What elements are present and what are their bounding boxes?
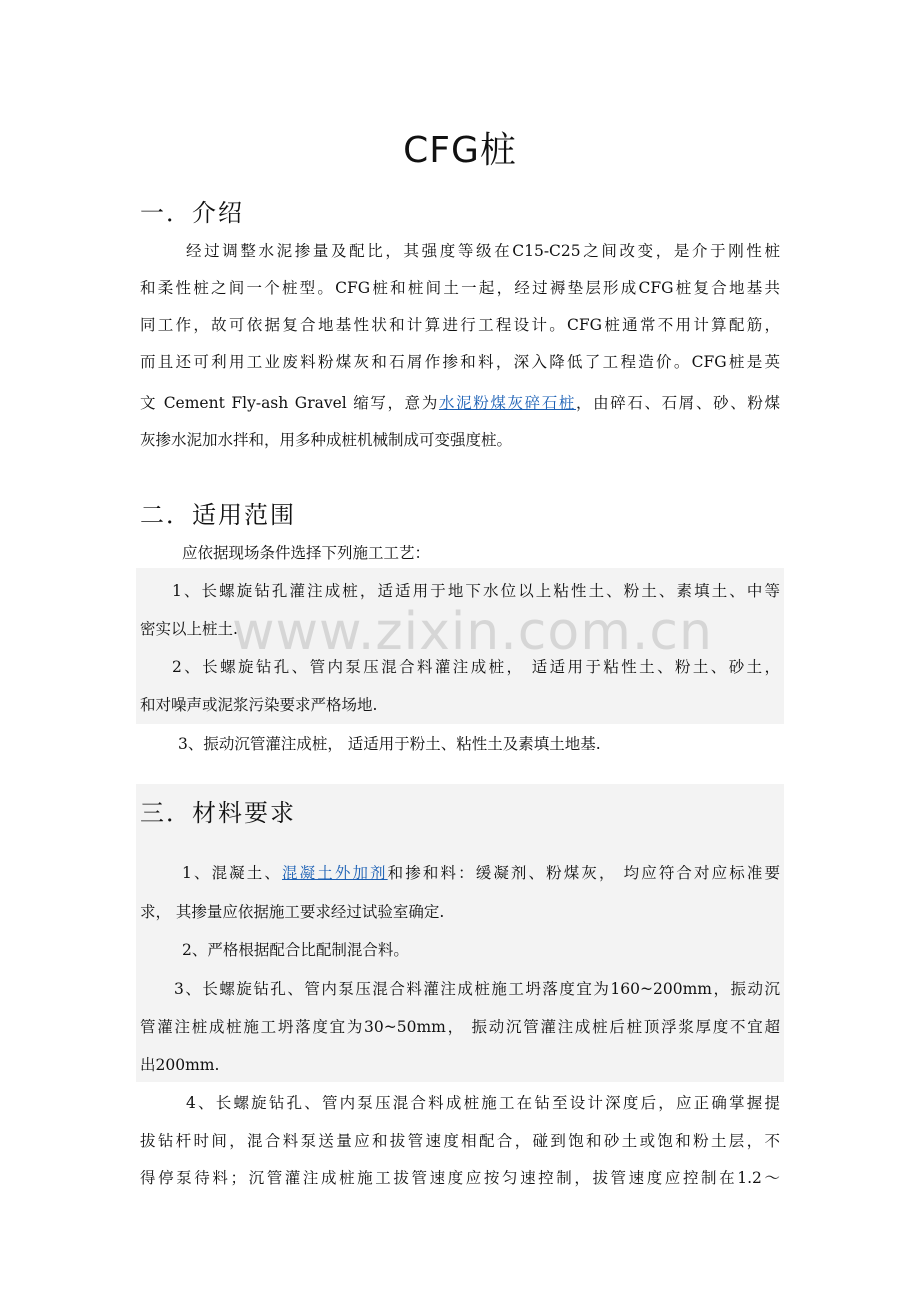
- term-link[interactable]: 混凝土外加剂: [282, 864, 388, 882]
- paragraph-line: 拔钻杆时间，混合料泵送量应和拔管速度相配合，碰到饱和砂土或饱和粉土层，不: [140, 1132, 780, 1150]
- line-text: ，由碎石、石屑、砂、粉煤: [576, 394, 780, 412]
- line-text: 1、混凝土、: [182, 864, 283, 882]
- paragraph-line: [140, 392, 780, 414]
- section-heading-intro: 一．介绍: [140, 199, 244, 227]
- paragraph-line: 3、振动沉管灌注成桩， 适适用于粉土、粘性土及素填土地基.: [178, 735, 601, 753]
- paragraph-line: 管灌注桩成桩施工坍落度宜为30~50mm， 振动沉管灌注成桩后桩顶浮浆厚度不宜超: [140, 1018, 780, 1036]
- paragraph-line: 1、长螺旋钻孔灌注成桩，适适用于地下水位以上粘性土、粉土、素填土、中等: [172, 582, 780, 600]
- paragraph-line: 2、严格根据配合比配制混合料。: [182, 941, 409, 959]
- section-heading-materials: 三．材料要求: [140, 799, 296, 827]
- paragraph-line: 出200mm.: [140, 1056, 220, 1074]
- line-text: 文 Cement Fly-ash Gravel 缩写，意为: [140, 394, 439, 412]
- paragraph-line: 同工作，故可依据复合地基性状和计算进行工程设计。CFG桩通常不用计算配筋，: [140, 316, 780, 334]
- paragraph-line: 经过调整水泥掺量及配比，其强度等级在C15-C25之间改变，是介于刚性桩: [186, 242, 780, 260]
- paragraph-line: 求， 其掺量应依据施工要求经过试验室确定.: [140, 903, 445, 921]
- paragraph-line: 得停泵待料；沉管灌注成桩施工拔管速度应按匀速控制，拔管速度应控制在1.2～: [140, 1169, 780, 1187]
- section-heading-scope: 二．适用范围: [140, 501, 296, 529]
- paragraph-line: 密实以上桩土.: [140, 620, 238, 638]
- paragraph-line: 而且还可利用工业废料粉煤灰和石屑作掺和料，深入降低了工程造价。CFG桩是英: [140, 353, 780, 371]
- paragraph-line: 2、长螺旋钻孔、管内泵压混合料灌注成桩， 适适用于粘性土、粉土、砂土，: [172, 658, 780, 676]
- paragraph-line: 3、长螺旋钻孔、管内泵压混合料灌注成桩施工坍落度宜为160~200mm，振动沉: [174, 980, 780, 998]
- page-title: CFG桩: [403, 130, 517, 171]
- term-link[interactable]: 水泥粉煤灰碎石桩: [438, 394, 577, 412]
- watermark: www.zixin.com.cn: [232, 602, 713, 662]
- paragraph-line: 灰掺水泥加水拌和，用多种成桩机械制成可变强度桩。: [140, 431, 513, 449]
- line-text: 和掺和料：缓凝剂、粉煤灰， 均应符合对应标准要: [387, 864, 780, 882]
- paragraph-line: [182, 862, 780, 884]
- paragraph-line: 和对噪声或泥浆污染要求严格场地.: [140, 696, 378, 714]
- paragraph-line: 4、长螺旋钻孔、管内泵压混合料成桩施工在钻至设计深度后，应正确掌握提: [186, 1094, 780, 1112]
- paragraph-line: 和柔性桩之间一个桩型。CFG桩和桩间土一起，经过褥垫层形成CFG桩复合地基共: [140, 279, 780, 297]
- paragraph-line: 应依据现场条件选择下列施工工艺：: [182, 544, 431, 562]
